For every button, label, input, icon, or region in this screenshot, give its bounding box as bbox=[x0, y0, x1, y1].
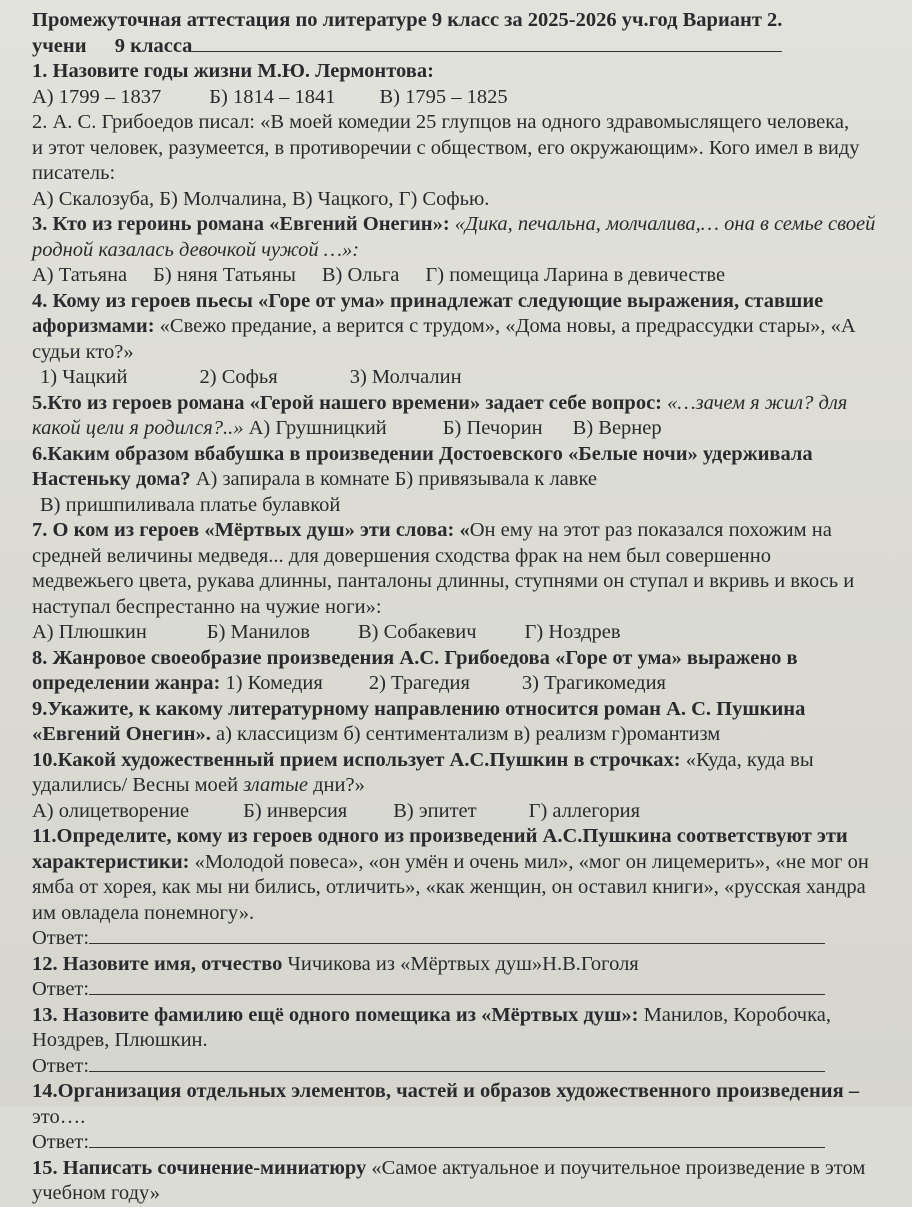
question-11-line-1: 11.Определите, кому из героев одного из произведений А.С.Пушкина соответствуют эти bbox=[32, 825, 848, 847]
question-2-line-1: 2. А. С. Грибоедов писал: «В моей комедии 25 глупцов на одного здравомыслящего человека, bbox=[32, 111, 850, 133]
answer-label: Ответ: bbox=[32, 1054, 90, 1077]
question-11-bold: характеристики: bbox=[32, 850, 190, 873]
option-b: Б) няня Татьяны bbox=[153, 264, 296, 286]
option-d: Г) помещица Ларина в девичестве bbox=[425, 264, 726, 286]
question-4-options bbox=[32, 365, 884, 391]
question-6-line-1: 6.Каким образом вбабушка в произведении Достоевского «Белые ночи» удерживала bbox=[32, 442, 813, 465]
question-3-line-1 bbox=[32, 212, 884, 238]
option-3: 3) Молчалин bbox=[349, 366, 462, 388]
question-5-text: 5.Кто из героев романа «Герой нашего времени» задает себе вопрос: bbox=[32, 391, 662, 414]
option-d: Г) аллегория bbox=[528, 799, 641, 822]
question-7-line-2: средней величины медведя... для довершения сходства фрак на нем был совершенно bbox=[32, 544, 771, 567]
question-2-options: А) Скалозуба, Б) Молчалина, В) Чацкого, Г) Софью. bbox=[32, 187, 490, 210]
class-label: 9 класса bbox=[114, 34, 193, 57]
question-7-line-3: медвежьего цвета, рукава длинны, панталоны длинны, ступнями он ступал и вкривь и вкось и bbox=[32, 570, 855, 592]
option-c: В) эпитет bbox=[393, 799, 477, 822]
student-label: учени bbox=[32, 34, 87, 57]
answer-label: Ответ: bbox=[32, 978, 90, 1000]
question-1-options bbox=[32, 85, 884, 111]
option-c: В) Ольга bbox=[321, 264, 400, 286]
student-name-blank[interactable] bbox=[192, 35, 782, 52]
question-2-line-3: писатель: bbox=[32, 162, 116, 184]
option-d: Г) Ноздрев bbox=[524, 621, 621, 643]
question-10-quote: «Куда, куда вы bbox=[680, 748, 814, 771]
question-4-bold: афоризмами: bbox=[32, 315, 155, 337]
question-5-line-1 bbox=[32, 391, 884, 417]
question-12-answer bbox=[32, 977, 884, 1003]
question-7-quote: Он ему на этот раз показался похожим на bbox=[469, 519, 832, 541]
question-10-options bbox=[32, 799, 884, 825]
question-3-text: 3. Кто из героинь романа «Евгений Онегин»: bbox=[32, 213, 450, 235]
question-14-line-1: 14.Организация отдельных элементов, частей и образов художественного произведения – bbox=[32, 1080, 860, 1102]
student-line bbox=[32, 34, 884, 60]
question-13-answer bbox=[32, 1054, 884, 1080]
option-2: 2) Софья bbox=[199, 366, 278, 388]
question-10-quote-a: удалились/ Весны моей bbox=[32, 774, 244, 796]
question-2-line-2: и этот человек, разумеется, в противоречии с обществом, его окружающим». Кого имел в виду bbox=[32, 136, 860, 159]
option-c: В) Вернер bbox=[572, 417, 662, 439]
answer-blank[interactable] bbox=[89, 927, 825, 944]
option-3: 3) Трагикомедия bbox=[521, 672, 666, 694]
question-8-line-1: 8. Жанровое своеобразие произведения А.С. Грибоедова «Горе от ума» выражено в bbox=[32, 646, 798, 669]
question-9-line-1: 9.Укажите, к какому литературному направлению относится роман А. С. Пушкина bbox=[32, 697, 806, 720]
question-12-bold: 12. Назовите имя, отчество bbox=[32, 952, 283, 975]
question-8-line-2 bbox=[32, 671, 884, 697]
question-10-text: 10.Какой художественный прием использует А.С.Пушкин в строчках: bbox=[32, 748, 681, 771]
question-8-bold: определении жанра: bbox=[32, 672, 221, 694]
question-11-line-4: им овладела понемногу». bbox=[32, 901, 255, 924]
question-12-line-1 bbox=[32, 952, 884, 978]
question-14-line-2: это…. bbox=[32, 1105, 86, 1128]
question-6-line-2 bbox=[32, 467, 884, 493]
option-1: 1) Чацкий bbox=[40, 366, 128, 388]
question-15-rest: «Самое актуальное и поучительное произведение в этом bbox=[366, 1156, 866, 1179]
option-a: А) Грушницкий bbox=[243, 417, 387, 439]
option-b: Б) инверсия bbox=[243, 799, 348, 822]
question-11-answer bbox=[32, 926, 884, 952]
option-b: Б) Манилов bbox=[206, 621, 310, 643]
question-5-line-2 bbox=[32, 416, 884, 442]
question-10-line-1 bbox=[32, 748, 884, 774]
question-5-quote-end: какой цели я родился?..» bbox=[32, 417, 244, 439]
question-10-line-2 bbox=[32, 773, 884, 799]
question-3-options bbox=[32, 263, 884, 289]
question-9-bold: «Евгений Онегин». bbox=[32, 723, 211, 745]
option-b: Б) 1814 – 1841 bbox=[209, 85, 336, 108]
question-9-options: а) классицизм б) сентиментализм в) реализм г)романтизм bbox=[210, 723, 721, 745]
question-11-quote: «Молодой повеса», «он умён и очень мил», «мог он лицемерить», «не мог он bbox=[189, 850, 869, 873]
question-5-quote: «…зачем я жил? для bbox=[662, 391, 848, 414]
option-2: 2) Трагедия bbox=[368, 672, 470, 694]
question-3-quote: «Дика, печальна, молчалива,… она в семье своей bbox=[449, 213, 876, 235]
question-13-line-2: Ноздрев, Плюшкин. bbox=[32, 1029, 208, 1051]
question-13-rest: Манилов, Коробочка, bbox=[638, 1003, 831, 1026]
answer-label: Ответ: bbox=[32, 927, 90, 949]
question-9-line-2 bbox=[32, 722, 884, 748]
question-4-line-1: 4. Кому из героев пьесы «Горе от ума» принадлежат следующие выражения, ставшие bbox=[32, 289, 824, 312]
answer-blank[interactable] bbox=[89, 978, 825, 995]
question-13-bold: 13. Назовите фамилию ещё одного помещика из «Мёртвых душ»: bbox=[32, 1003, 639, 1026]
question-7-text: 7. О ком из героев «Мёртвых душ» эти слова: « bbox=[32, 519, 470, 541]
question-7-line-4: наступал беспрестанно на чужие ноги»: bbox=[32, 595, 382, 618]
question-12-rest: Чичикова из «Мёртвых душ»Н.В.Гоголя bbox=[282, 952, 639, 975]
question-15-line-2: учебном году» bbox=[32, 1182, 161, 1204]
option-b: Б) Печорин bbox=[442, 417, 543, 439]
question-7-line-1 bbox=[32, 518, 884, 544]
question-7-options bbox=[32, 620, 884, 646]
answer-label: Ответ: bbox=[32, 1131, 90, 1153]
question-11-line-3: ямба от хорея, как мы ни бились, отличить», «как женщин, он оставил книги», «русская хандра bbox=[32, 876, 866, 898]
question-11-line-2 bbox=[32, 850, 884, 876]
option-1: 1) Комедия bbox=[220, 672, 323, 694]
option-a: А) олицетворение bbox=[32, 799, 190, 822]
question-10-quote-b: дни?» bbox=[307, 774, 365, 796]
question-10-quote-italic: златые bbox=[243, 774, 308, 796]
question-15-bold: 15. Написать сочинение-миниатюру bbox=[32, 1156, 367, 1179]
option-c: В) Собакевич bbox=[357, 621, 477, 643]
option-c: В) 1795 – 1825 bbox=[379, 85, 508, 108]
question-6-bold: Настеньку дома? bbox=[32, 468, 191, 490]
answer-blank[interactable] bbox=[89, 1131, 825, 1148]
option-a: А) 1799 – 1837 bbox=[32, 85, 162, 108]
question-15-line-1 bbox=[32, 1156, 884, 1182]
question-4-line-3: судьи кто?» bbox=[32, 340, 134, 363]
question-14-answer bbox=[32, 1130, 884, 1156]
question-4-quote: «Свежо предание, а верится с трудом», «Дома новы, а предрассудки стары», «А bbox=[154, 315, 856, 337]
option-a: А) Плюшкин bbox=[32, 621, 147, 643]
option-a: А) Татьяна bbox=[32, 264, 128, 286]
question-6-options: А) запирала в комнате Б) привязывала к лавке bbox=[190, 468, 597, 490]
question-3-line-2: родной казалась девочкой чужой …»: bbox=[32, 238, 360, 261]
question-13-line-1 bbox=[32, 1003, 884, 1029]
worksheet-title: Промежуточная аттестация по литературе 9 класс за 2025-2026 уч.год Вариант 2. bbox=[32, 9, 783, 31]
question-4-line-2 bbox=[32, 314, 884, 340]
answer-blank[interactable] bbox=[89, 1055, 825, 1072]
question-1: 1. Назовите годы жизни М.Ю. Лермонтова: bbox=[32, 60, 434, 82]
question-6-line-3: В) пришпиливала платье булавкой bbox=[40, 493, 341, 516]
